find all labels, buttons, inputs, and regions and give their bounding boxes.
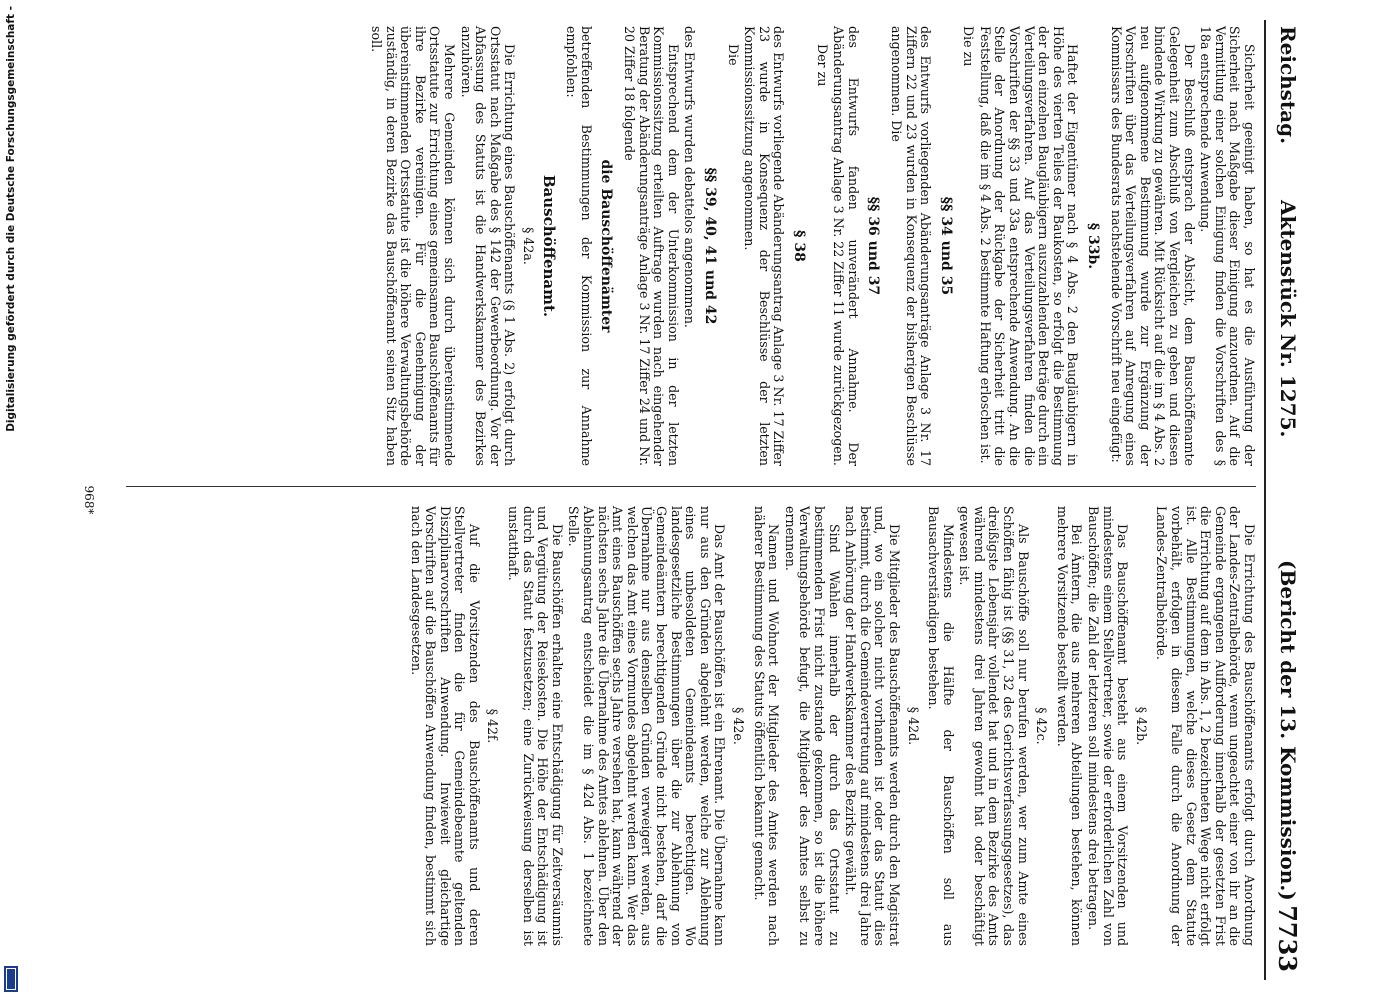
paragraph-number: § 42b. <box>1133 706 1149 746</box>
paragraph: Das Amt der Bauschöffen ist ein Ehrenamt. Die Übernahme kann nur aus den Gründen abgelehnt werden, welche zur Ablehnung eines unbesoldeten Gemeindeamts berechtigen. Wo landesgesetzliche Bestimmungen über die zur Ablehnung von Gemeindeämtern berechtigenden Gründe nicht bestehen, darf die Übernahme nur aus denselben Gründen verweigert werden, aus welchen das Amt eines Vormundes abgelehnt werden kann. Wer das Amt eines Bauschöffen sechs Jahre versehen hat, kann während der nächsten sechs Jahre die Übernahme des Amtes ablehnen. Über den Ablehnungsantrag entscheidet die im § 42d Abs. 1 bezeichnete Stelle. <box>566 506 728 946</box>
paragraph: betreffenden Bestimmungen der Kommission zur Annahme empfohlen: <box>564 26 594 466</box>
paragraph: des Entwurfs fanden unverändert Annahme. Der Abänderungsantrag Anlage 3 Nr. 22 Ziffer 11 wurde zurückgezogen. <box>831 26 861 466</box>
paragraph: Auf die Vorsitzenden des Bauschöffenamts und deren Stellvertreter finden die für Gemeindebeamte geltenden Disziplinarvorschriften Anwendung. Inwieweit gleichartige Vorschriften auf die Bauschöffen Anwendung finden, bestimmt sich nach den Landesgesetzen. <box>408 506 482 946</box>
section-heading: §§ 34 und 35 <box>937 196 954 296</box>
digitization-credit: Digitalisierung gefördert durch die Deutsche Forschungsgemeinschaft - <box>5 6 17 432</box>
paragraph-number: § 42e. <box>731 707 746 745</box>
section-heading: § 33b. <box>1085 222 1102 270</box>
header-middle: Aktenstück Nr. 1275. <box>1276 200 1300 438</box>
paragraph: des Entwurfs wurden debattelos angenommen. <box>682 26 698 328</box>
paragraph: Namen und Wohnort der Mitglieder des Amtes werden nach näherer Bestimmung des Statuts öffentlich bekannt gemacht. <box>751 506 782 946</box>
page-number: 7733 <box>1273 905 1302 972</box>
paragraph: Mindestens die Hälfte der Bauschöffen soll aus Bausachverständigen bestehen. <box>926 506 956 946</box>
header-right: (Bericht der 13. Kommission.) <box>1276 560 1300 901</box>
paragraph: Die Bauschöffen erhalten eine Entschädigung für Zeitversäumnis und Vergütung der Reisekosten. Die Höhe der Entschädigung ist durch das Statut festzusetzen; eine Zurückweisung derselben ist unstatthaft. <box>506 506 565 946</box>
section-heading: § 38 <box>790 230 807 262</box>
section-heading: §§ 39, 40, 41 und 42 <box>702 167 718 325</box>
header-left: Reichstag. <box>1276 26 1300 145</box>
paragraph: des Entwurfs vorliegenden Abänderungsanträge Anlage 3 Nr. 17 Ziffern 22 und 23 wurden in Konsequenz der bisherigen Beschlüsse angenommen. Die <box>888 26 934 466</box>
paragraph: Der zu <box>814 44 830 87</box>
paragraph: Sicherheit geeinigt haben, so hat es die Ausführung der Sicherheit nach Maßgabe dieser Einigung anzuordnen. Auf die Vermittlung einer solchen Einigung finden die Vorschriften des § 18a entsprechende Anwendung. <box>1198 26 1257 466</box>
right-column <box>406 506 1256 946</box>
page-signature: 968* <box>82 485 96 515</box>
paragraph: Mehrere Gemeinden können sich durch übereinstimmende Ortsstatute zur Errichtung eines gemeinsamen Bauschöffenamts für ihre Bezirke vereinigen. Für die Genehmigung der übereinstimmenden Ortsstatute ist die höhere Verwaltungsbehörde zuständig, in deren Bezirke das Bauschöffenamt seinen Sitz haben soll. <box>369 26 458 466</box>
paragraph: Als Bauschöffe soll nur berufen werden, wer zum Amte eines Schöffen fähig ist (§§ 31, 32 des Gerichtsverfassungsgesetzes), das dreißigste Lebensjahr vollendet hat und in dem Bezirke des Amts während mindestens drei Jahren gewohnt hat oder beschäftigt gewesen ist. <box>957 506 1031 946</box>
section-heading: §§ 36 und 37 <box>865 196 882 296</box>
paragraph: Sind Wahlen innerhalb der durch das Ortsstatut zu bestimmenden Frist nicht zustande gekommen, so ist die höhere Verwaltungsbehörde befugt, die Mitglieder des Amtes selbst zu ernennen. <box>782 506 842 946</box>
digitization-sidebar <box>0 0 22 1000</box>
section-heading: die Bauschöffenämter <box>598 159 615 333</box>
column-rule <box>126 486 1256 487</box>
paragraph: Haftet der Eigentümer nach § 4 Abs. 2 den Baugläubigern in Höhe des vierten Teiles der Baukosten, so erfolgt die Bestimmung der den einzelnen Baugläubigern auszuzahlenden Beträge durch ein Verteilungsverfahren. Auf das Verteilungsverfahren finden die Vorschriften der §§ 33 und 33a entsprechende Anwendung. An die Stelle der Anordnung der Rückgabe der Sicherheit tritt die Feststellung, daß die im § 4 Abs. 2 bestimmte Haftung erloschen ist. <box>977 26 1081 466</box>
paragraph: Die <box>725 44 741 66</box>
paragraph-number: § 42d. <box>905 706 921 746</box>
dfg-logo-icon <box>4 966 18 992</box>
page-header <box>1264 20 1310 980</box>
paragraph: Das Bauschöffenamt besteht aus einem Vorsitzenden und mindestens einem Stellvertreter, sowie der erforderlichen Zahl von Bauschöffen; die Zahl der letzteren soll mindestens drei betragen. <box>1086 506 1131 946</box>
left-column <box>367 26 1256 466</box>
paragraph: Der Beschluß entsprach der Absicht, dem Bauschöffenamte Gelegenheit zum Abschluß von Vergleichen zu geben und diesen bindende Wirkung zu gewähren. Mit Rücksicht auf die im § 4 Abs. 2 neu aufgenommene Bestimmung wurde zur Ergänzung der Vorschriften über das Verteilungsverfahren auf Anregung eines Kommissars des Bundesrats nachstehende Vorschrift neu eingefügt: <box>1108 26 1197 466</box>
paragraph: Entsprechend dem der Unterkommission in der letzten Kommissionssitzung erteilten Auftrage wurden nach eingehender Beratung der Abänderungsanträge Anlage 3 Nr. 17 Ziffer 24 und Nr. 20 Ziffer 18 folgende <box>622 26 681 466</box>
paragraph-number: § 42f. <box>485 708 501 744</box>
paragraph: des Entwurfs vorliegende Abänderungsantrag Anlage 3 Nr. 17 Ziffer 23 wurde in Konsequenz der Beschlüsse der letzten Kommissionssitzung angenommen. <box>742 26 787 466</box>
document-sheet <box>70 20 1310 980</box>
paragraph-number: § 42a. <box>521 227 537 265</box>
paragraph: Die Mitglieder des Bauschöffenamts werden durch den Magistrat und, wo ein solcher nicht vorhanden ist oder das Statut dies bestimmt, durch die Gemeindevertretung auf mindestens drei Jahre nach Anhörung der Handwerkskammer des Bezirks gewählt. <box>843 506 902 946</box>
rotated-document <box>70 20 1310 980</box>
paragraph: Die Errichtung des Bauschöffenamts erfolgt durch Anordnung der Landes-Zentralbehörde, wenn ungeachtet einer von ihr an die Gemeinde ergangenen Aufforderung innerhalb der gesetzten Frist die Errichtung auf dem in Abs. 1, 2 bezeichneten Wege nicht erfolgt ist. Alle Bestimmungen, welche dieses Gesetz dem Statute vorbehält, erfolgen in diesem Falle durch die Anordnung der Landes-Zentralbehörde. <box>1154 506 1257 946</box>
paragraph: Die Errichtung eines Bauschöffenamts (§ 1 Abs. 2) erfolgt durch Ortsstatut nach Maßgabe des § 142 der Gewerbeordnung. Vor der Abfassung des Statuts ist die Handwerkskammer des Bezirkes anzuhören. <box>458 26 518 466</box>
paragraph: Bei Ämtern, die aus mehreren Abteilungen bestehen, können mehrere Vorsitzende bestellt werden. <box>1054 506 1085 946</box>
paragraph-number: § 42c. <box>1034 707 1050 745</box>
section-heading: Bauschöffenamt. <box>539 174 558 318</box>
paragraph: Die zu <box>961 26 977 67</box>
